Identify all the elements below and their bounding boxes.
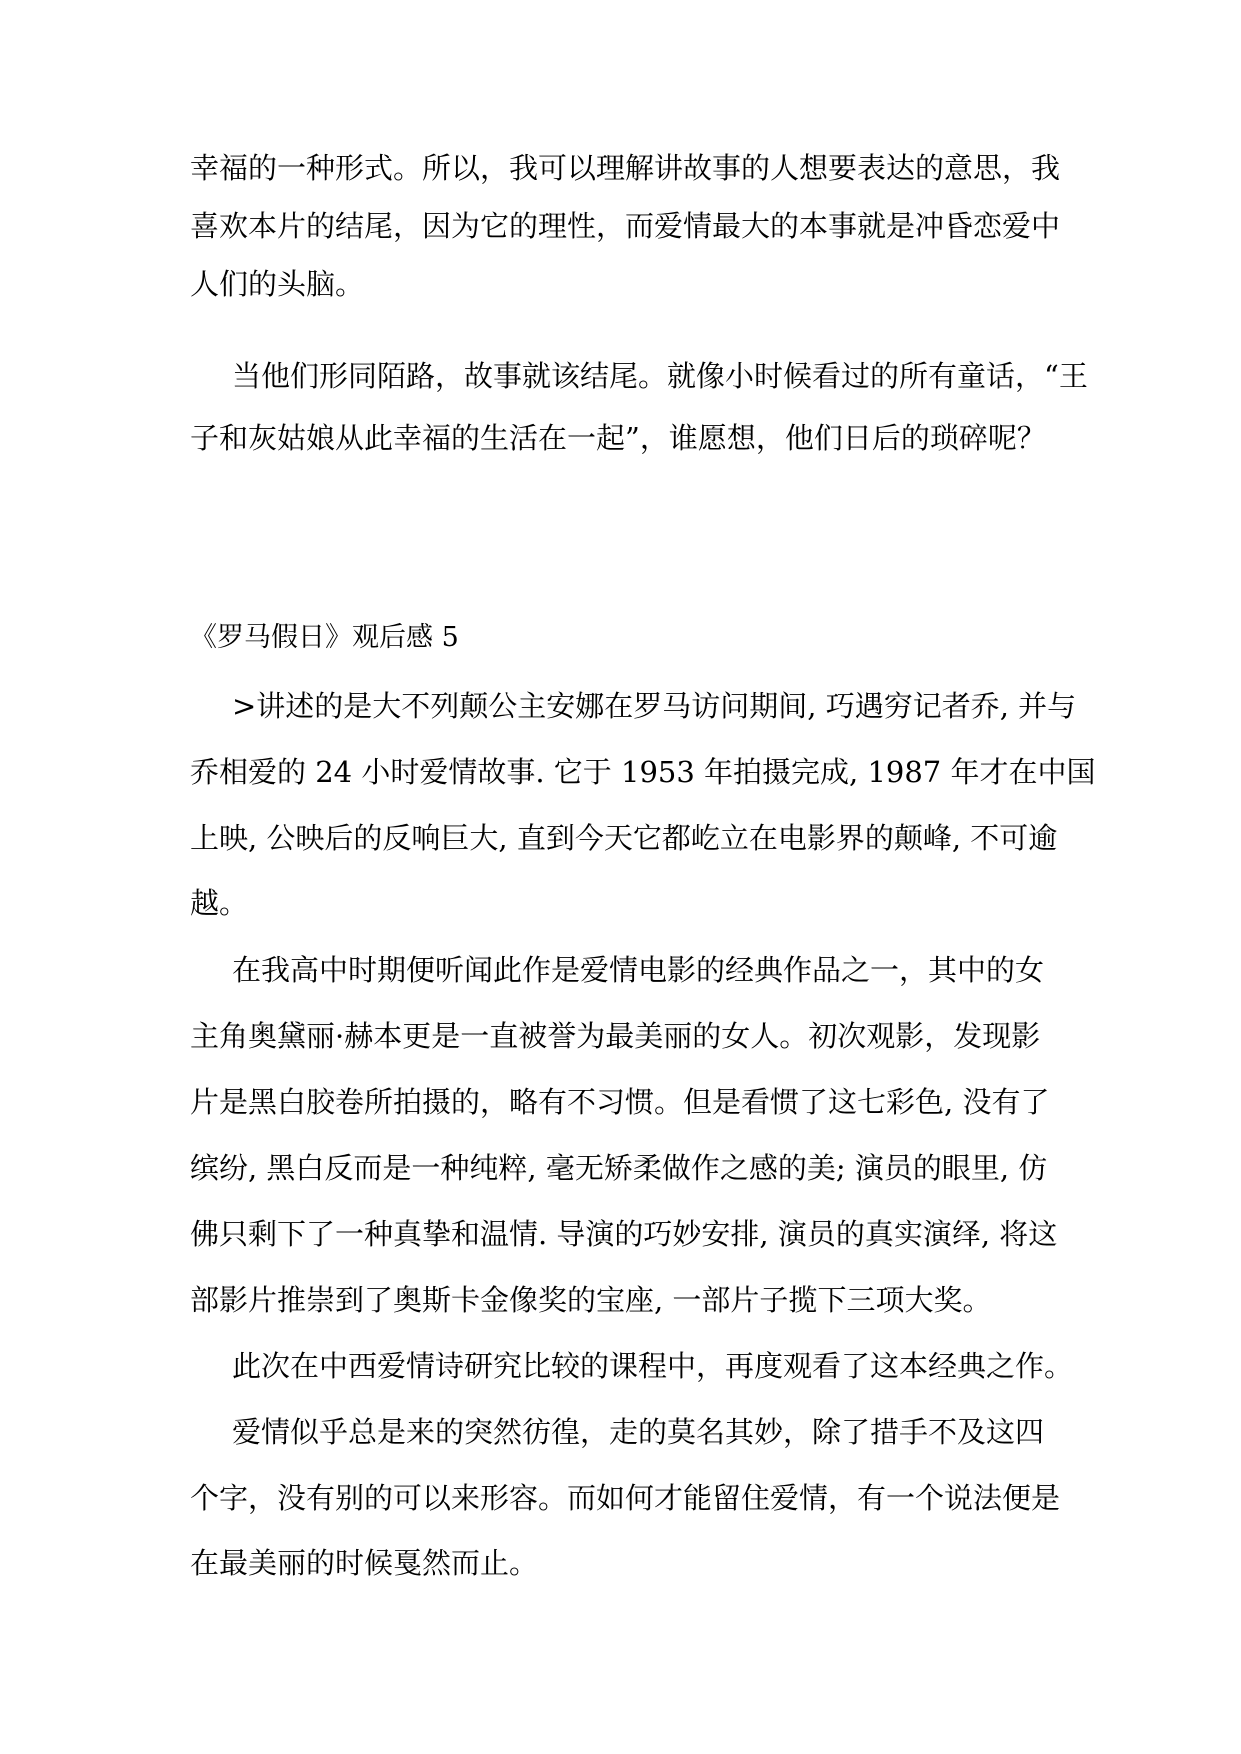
- paragraph-line: 佛只剩下了一种真挚和温情. 导演的巧妙安排, 演员的真实演绎, 将这: [190, 1217, 1058, 1251]
- paragraph-line: 子和灰姑娘从此幸福的生活在一起”，谁愿想，他们日后的琐碎呢？: [190, 421, 1046, 455]
- paragraph-line: 在我高中时期便听闻此作是爱情电影的经典作品之一，其中的女: [232, 953, 1045, 987]
- paragraph-line: 主角奥黛丽·赫本更是一直被誉为最美丽的女人。初次观影，发现影: [190, 1019, 1041, 1053]
- paragraph-line: 乔相爱的 24 小时爱情故事. 它于 1953 年拍摄完成, 1987 年才在中国: [190, 755, 1096, 789]
- paragraph-line: 部影片推崇到了奥斯卡金像奖的宝座, 一部片子揽下三项大奖。: [190, 1283, 992, 1317]
- paragraph-line: 此次在中西爱情诗研究比较的课程中，再度观看了这本经典之作。: [232, 1349, 1074, 1383]
- paragraph-line: 缤纷, 黑白反而是一种纯粹, 毫无矫柔做作之感的美; 演员的眼里, 仿: [190, 1151, 1048, 1185]
- paragraph-line: 喜欢本片的结尾，因为它的理性，而爱情最大的本事就是冲昏恋爱中: [190, 209, 1061, 243]
- paragraph-line: 人们的头脑。: [190, 267, 365, 301]
- paragraph-line: >讲述的是大不列颠公主安娜在罗马访问期间, 巧遇穷记者乔, 并与: [232, 689, 1077, 723]
- paragraph-line: 爱情似乎总是来的突然彷徨，走的莫名其妙，除了措手不及这四: [232, 1415, 1045, 1449]
- paragraph-line: 当他们形同陌路，故事就该结尾。就像小时候看过的所有童话，“王: [232, 359, 1088, 393]
- paragraph-line: 个字，没有别的可以来形容。而如何才能留住爱情，有一个说法便是: [190, 1481, 1061, 1515]
- paragraph-line: 上映, 公映后的反响巨大, 直到今天它都屹立在电影界的颠峰, 不可逾: [190, 821, 1058, 855]
- paragraph-line: 幸福的一种形式。所以，我可以理解讲故事的人想要表达的意思，我: [190, 151, 1061, 185]
- paragraph-line: 越。: [190, 886, 249, 920]
- section-heading: 《罗马假日》观后感 5: [190, 622, 459, 653]
- paragraph-line: 片是黑白胶卷所拍摄的，略有不习惯。但是看惯了这七彩色, 没有了: [190, 1085, 1050, 1119]
- paragraph-line: 在最美丽的时候戛然而止。: [190, 1546, 539, 1580]
